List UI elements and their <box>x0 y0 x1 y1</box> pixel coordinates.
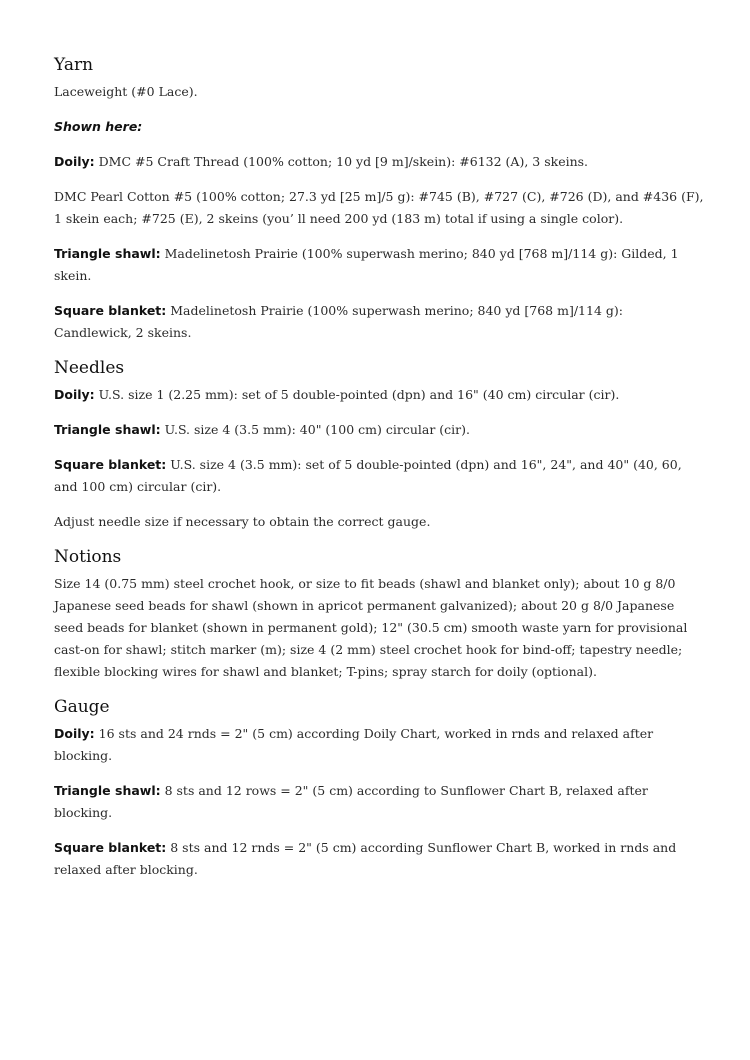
needles-adjust: Adjust needle size if necessary to obtain the correct gauge. <box>54 514 431 529</box>
gauge-doily <box>54 723 704 767</box>
yarn-doily-label: Doily: <box>54 154 95 169</box>
document-content <box>54 54 704 894</box>
gauge-triangle <box>54 780 704 824</box>
gauge-square-text: 8 sts and 12 rnds = 2" (5 cm) according Sunflower Chart B, worked in rnds and relaxed after blocking. <box>54 840 677 877</box>
needles-heading: Needles <box>54 358 125 378</box>
needles-doily-label: Doily: <box>54 387 95 402</box>
gauge-heading: Gauge <box>54 697 110 717</box>
yarn-triangle <box>54 243 704 287</box>
yarn-weight: Laceweight (#0 Lace). <box>54 84 198 99</box>
yarn-doily <box>54 151 704 173</box>
needles-square <box>54 454 704 498</box>
shown-here-label: Shown here: <box>54 119 143 134</box>
needles-triangle <box>54 419 704 441</box>
yarn-triangle-text: Madelinetosh Prairie (100% superwash merino; 840 yd [768 m]/114 g): Gilded, 1 skein. <box>54 246 679 283</box>
yarn-heading: Yarn <box>54 55 94 75</box>
needles-square-text: U.S. size 4 (3.5 mm): set of 5 double-pointed (dpn) and 16", 24", and 40" (40, 60, and 100 cm) circular (cir). <box>54 457 682 494</box>
gauge-doily-text: 16 sts and 24 rnds = 2" (5 cm) according Doily Chart, worked in rnds and relaxed after blocking. <box>54 726 654 763</box>
yarn-square-text: Madelinetosh Prairie (100% superwash merino; 840 yd [768 m]/114 g): Candlewick, 2 skeins. <box>54 303 623 340</box>
needles-square-label: Square blanket: <box>54 457 167 472</box>
needles-doily <box>54 384 704 406</box>
yarn-square-label: Square blanket: <box>54 303 167 318</box>
gauge-section <box>54 696 704 881</box>
yarn-pearl-cotton: DMC Pearl Cotton #5 (100% cotton; 27.3 yd [25 m]/5 g): #745 (B), #727 (C), #726 (D), and #436 (F), 1 skein each; #725 (E), 2 skeins (you’ ll need 200 yd (183 m) total if using a single color). <box>54 189 704 226</box>
gauge-triangle-text: 8 sts and 12 rows = 2" (5 cm) according to Sunflower Chart B, relaxed after blocking. <box>54 783 648 820</box>
yarn-triangle-label: Triangle shawl: <box>54 246 161 261</box>
notions-heading: Notions <box>54 547 122 567</box>
gauge-triangle-label: Triangle shawl: <box>54 783 161 798</box>
needles-triangle-label: Triangle shawl: <box>54 422 161 437</box>
notions-text: Size 14 (0.75 mm) steel crochet hook, or size to fit beads (shawl and blanket only); about 10 g 8/0 Japanese seed beads for shawl (shown in apricot permanent galvanized); about 20 g 8/0 Japanese seed beads for blanket (shown in permanent gold); 12" (30.5 cm) smooth waste yarn for provisional cast-on for shawl; stitch marker (m); size 4 (2 mm) steel crochet hook for bind-off; tapestry needle; flexible blocking wires for shawl and blanket; T-pins; spray starch for doily (optional). <box>54 576 688 679</box>
yarn-doily-text: DMC #5 Craft Thread (100% cotton; 10 yd [9 m]/skein): #6132 (A), 3 skeins. <box>94 154 589 169</box>
yarn-section <box>54 54 704 344</box>
needles-triangle-text: U.S. size 4 (3.5 mm): 40" (100 cm) circular (cir). <box>160 422 470 437</box>
notions-section <box>54 546 704 683</box>
needles-section <box>54 357 704 533</box>
needles-doily-text: U.S. size 1 (2.25 mm): set of 5 double-pointed (dpn) and 16" (40 cm) circular (cir). <box>94 387 620 402</box>
gauge-doily-label: Doily: <box>54 726 95 741</box>
gauge-square <box>54 837 704 881</box>
yarn-square <box>54 300 704 344</box>
gauge-square-label: Square blanket: <box>54 840 167 855</box>
